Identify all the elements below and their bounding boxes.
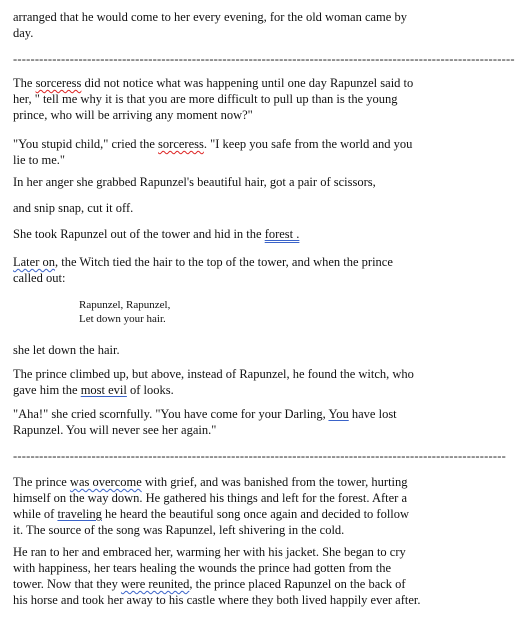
separator-line: ------------------------------------------------------------------------------------------------------------------- <box>13 52 515 66</box>
paragraph-later-on <box>13 254 421 286</box>
paragraph-hid-forest <box>13 226 421 242</box>
grammar-flag[interactable]: were reunited <box>120 577 190 591</box>
paragraph-let-down: she let down the hair. <box>13 343 120 357</box>
paragraph-anger: In her anger she grabbed Rapunzel's beautiful hair, got a pair of scissors, <box>13 175 376 189</box>
text-run: The prince climbed up, but above, instead of Rapunzel, he found the witch, who gave him the <box>13 367 414 397</box>
grammar-flag[interactable]: Later on <box>13 255 55 269</box>
paragraph-sorceress-unaware <box>13 75 421 123</box>
paragraph-banished <box>13 474 421 538</box>
text-run: She took Rapunzel out of the tower and hid in the <box>13 227 265 241</box>
poem-line: Rapunzel, Rapunzel, <box>79 299 171 311</box>
separator-line: ----------------------------------------------------------------------------------------------------------------- <box>13 449 506 463</box>
text-run: did not notice what was happening until one day Rapunzel said to her, " tell me why it is that you are more difficult to pull up than is the young prince, who will be arriving any moment now?" <box>13 76 414 122</box>
grammar-flag[interactable]: most evil <box>80 383 127 397</box>
paragraph-stupid-child <box>13 136 421 168</box>
spelling-flag[interactable]: sorceress <box>35 76 82 90</box>
grammar-flag[interactable]: was overcome <box>69 475 142 489</box>
paragraph-aha <box>13 406 421 438</box>
text-run: The <box>13 76 36 90</box>
text-run: . "I keep you safe from the world and you lie to me." <box>13 137 413 167</box>
paragraph-intro: arranged that he would come to her every evening, for the old woman came by day. <box>13 10 407 40</box>
spelling-flag[interactable]: sorceress <box>158 137 204 151</box>
poem-line: Let down your hair. <box>79 313 166 325</box>
text-run: "Aha!" she cried scornfully. "You have come for your Darling, <box>13 407 329 421</box>
text-run: have lost Rapunzel. You will never see her again." <box>13 407 397 437</box>
text-run: "You stupid child," cried the <box>13 137 159 151</box>
text-run: He ran to her and embraced her, warming her with his jacket. She began to cry with happiness, her tears healing the wounds the prince had gotten from the tower. Now that they <box>13 545 406 591</box>
text-run: he heard the beautiful song once again and decided to follow it. The source of the song was Rapunzel, left shivering in the cold. <box>13 507 410 537</box>
text-run: , the prince placed Rapunzel on the back of his horse and took her away to his castle where they both lived happily ever after. <box>13 577 421 607</box>
grammar-flag[interactable]: You <box>328 407 349 421</box>
paragraph-reunited <box>13 544 421 608</box>
text-run: with grief, and was banished from the tower, hurting himself on the way down. He gathered his things and left for the forest. After a while of <box>13 475 408 521</box>
paragraph-prince-climbed <box>13 366 421 398</box>
grammar-flag[interactable]: forest . <box>264 227 300 241</box>
text-run: The prince <box>13 475 70 489</box>
text-run: , the Witch tied the hair to the top of the tower, and when the prince called out: <box>13 255 393 285</box>
paragraph-snip-snap: and snip snap, cut it off. <box>13 201 134 215</box>
grammar-flag[interactable]: traveling <box>57 507 102 521</box>
text-run: of looks. <box>126 383 174 397</box>
poem-block <box>79 298 170 326</box>
